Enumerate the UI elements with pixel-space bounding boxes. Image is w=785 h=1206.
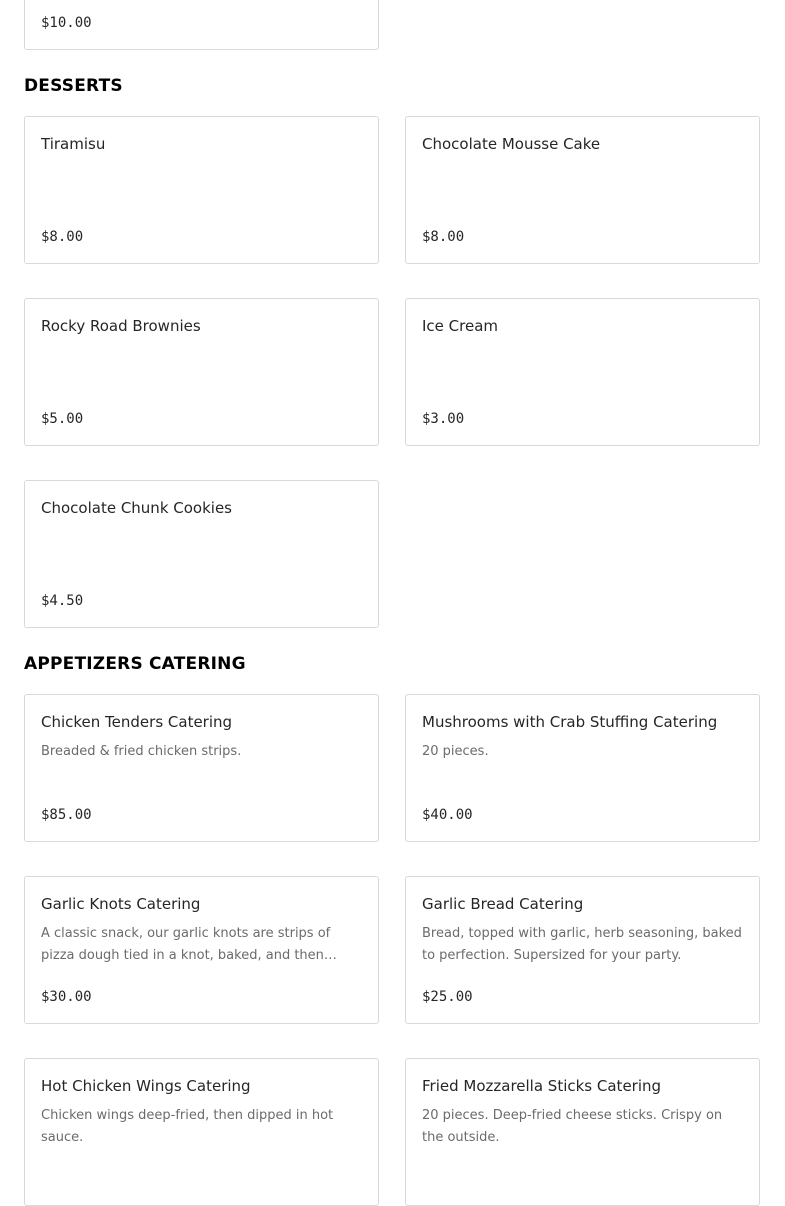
menu-item-name: Garlic Knots Catering	[41, 895, 201, 913]
menu-item-card[interactable]	[24, 0, 379, 50]
menu-item-price: $5.00	[41, 411, 84, 427]
menu-item-card-garlic-knots-catering[interactable]	[24, 876, 379, 1024]
menu-item-price: $40.00	[422, 807, 473, 823]
menu-item-price: $30.00	[41, 989, 92, 1005]
menu-item-price: $8.00	[41, 229, 84, 245]
section-title-appetizers-catering: APPETIZERS CATERING	[24, 654, 246, 674]
menu-item-description: A classic snack, our garlic knots are strips of pizza dough tied in a knot, baked, and then…	[41, 926, 337, 963]
menu-item-card-chocolate-mousse-cake[interactable]	[405, 116, 760, 264]
menu-item-price: $25.00	[422, 989, 473, 1005]
menu-item-card-rocky-road-brownies[interactable]	[24, 298, 379, 446]
menu-item-description: 20 pieces.	[422, 744, 489, 759]
menu-item-price: $85.00	[41, 807, 92, 823]
menu-item-description: 20 pieces. Deep-fried cheese sticks. Crispy on the outside.	[422, 1108, 723, 1145]
menu-item-name: Hot Chicken Wings Catering	[41, 1077, 251, 1095]
menu-item-card-fried-mozzarella-sticks-catering[interactable]	[405, 1058, 760, 1206]
menu-item-name: Chocolate Mousse Cake	[422, 135, 601, 153]
section-title-desserts: DESSERTS	[24, 76, 123, 96]
menu-item-name: Garlic Bread Catering	[422, 895, 584, 913]
menu-item-card-hot-chicken-wings-catering[interactable]	[24, 1058, 379, 1206]
menu-item-description: Chicken wings deep-fried, then dipped in hot sauce.	[41, 1108, 334, 1145]
menu-item-price: $3.00	[422, 411, 465, 427]
menu-item-name: Chocolate Chunk Cookies	[41, 499, 232, 517]
menu-item-name: Tiramisu	[41, 135, 106, 153]
menu-item-name: Fried Mozzarella Sticks Catering	[422, 1077, 662, 1095]
menu-item-card-chocolate-chunk-cookies[interactable]	[24, 480, 379, 628]
menu-item-price: $10.00	[41, 15, 92, 31]
menu-item-card-mushrooms-crab-stuffing-catering[interactable]	[405, 694, 760, 842]
menu-item-card-tiramisu[interactable]	[24, 116, 379, 264]
menu-item-name: Mushrooms with Crab Stuffing Catering	[422, 713, 718, 731]
menu-item-description: Bread, topped with garlic, herb seasoning, baked to perfection. Supersized for your party.	[422, 926, 742, 963]
menu-item-name: Chicken Tenders Catering	[41, 713, 233, 731]
menu-item-card-chicken-tenders-catering[interactable]	[24, 694, 379, 842]
menu-item-description: Breaded & fried chicken strips.	[41, 744, 242, 759]
menu-item-card-ice-cream[interactable]	[405, 298, 760, 446]
menu-item-name: Rocky Road Brownies	[41, 317, 201, 335]
menu-item-card-garlic-bread-catering[interactable]	[405, 876, 760, 1024]
menu-item-price: $4.50	[41, 593, 84, 609]
menu-item-name: Ice Cream	[422, 317, 499, 335]
menu-item-price: $8.00	[422, 229, 465, 245]
